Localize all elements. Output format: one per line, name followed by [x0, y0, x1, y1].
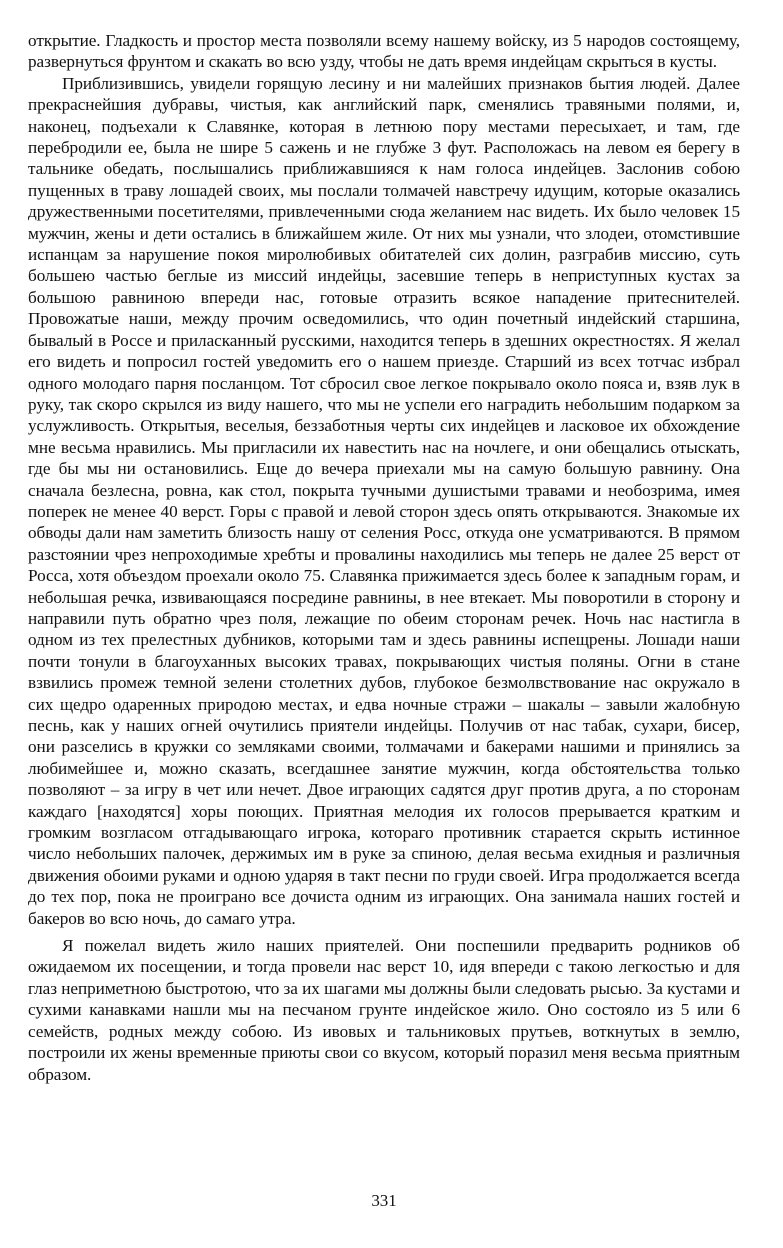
book-page [28, 0, 740, 1248]
page-number: 331 [371, 1191, 397, 1210]
paragraph-main: Приблизившись, увидели горящую лесину и ни малейших признаков бытия людей. Далее прекраснейшия дубравы, чистыя, как английский парк, сменялись травяными полями, и, наконец, подъехали к Славянке, которая в летнюю пору местами пересыхает, и там, где перебродили ее, была не шире 5 сажень и не глубже 3 фут. Расположась на левом ея берегу в тальнике обедать, послышались приближавшияся к нам голоса индейцев. Заслонив собою пущенных в траву лошадей своих, мы послали толмачей навстречу идущим, которые оказались дружественными посетителями, привлеченными сюда желанием нас видеть. Их было человек 15 мужчин, жены и дети остались в ближайшем жиле. От них мы узнали, что злодеи, отомстившие испанцам за нарушение покоя миролюбивых обитателей сих долин, разграбив миссию, суть большею частью беглые из миссий индейцы, засевшие теперь в неприступных кустах за большою равниною впереди нас, готовые отразить всякое нападение притеснителей. Провожатые наши, между прочим осведомились, что один почетный индейский старшина, бывалый в Россе и приласканный русскими, находится теперь в здешних окрестностях. Я желал его видеть и попросил гостей уведомить его о нашем приезде. Старший из всех тотчас избрал одного молодаго парня посланцом. Тот сбросил свое легкое покрывало около пояса и, взяв лук в руку, так скоро скрылся из виду нашего, что мы не успели его наградить небольшим подарком за услужливость. Открытыя, веселыя, беззаботныя черты сих индейцев и ласковое их обхождение мне весьма нравились. Мы пригласили их навестить нас на ночлеге, и они обещались отыскать, где бы мы ни остановились. Еще до вечера приехали мы на самую большую равнину. Она сначала безлесна, ровна, как стол, покрыта тучными душистыми травами и необозрима, имея поперек не менее 40 верст. Горы с правой и левой сторон здесь опять открываются. Знакомые их обводы дали нам заметить близость нашу от селения Росс, откуда оне усматриваются. В прямом разстоянии чрез непроходимые хребты и провалины находились мы теперь не далее 25 верст от Росса, хотя объездом проехали около 75. Славянка прижимается здесь более к западным горам, и небольшая речка, извивающаяся посредине равнины, в нее втекает. Мы поворотили в сторону и направили путь обратно чрез поля, лежащие по обеим сторонам речек. Ночь нас настигла в одном из тех прелестных дубников, которыми там и здесь равнины испещрены. Лошади наши почти тонули в благоуханных высоких травах, покрывающих чистыя поляны. Огни в стане взвились промеж темной зелени столетних дубов, глубокое безмолвствование нас окружало в сих щедро одаренных природою местах, и едва ночные стражи – шакалы – завыли жалобную песнь, как у наших огней очутились приятели индейцы. Получив от нас табак, сухари, бисер, они разселись в кружки со земляками своими, толмачами и бакерами нашими и принялись за любимейшее и, можно сказать, всегдашнее занятие мужчин, когда обстоятельства только позволяют – за игру в чет или нечет. Двое играющих садятся друг против друга, а по сторонам каждаго [находятся] хоры поющих. Приятная мелодия их голосов прерывается кратким и громким возгласом отгадывающаго игрока, котораго противник старается скрыть истинное число небольших палочек, держимых им в руке за спиною, делая весьма ехидныя и различныя движения обоими руками и одною ударяя в такт песни по груди своей. Игра продолжается всегда до тех пор, пока не проиграно все дочиста одним из играющих. Она занимала наших гостей и бакеров во всю ночь, до самаго утра. [28, 73, 740, 928]
paragraph-last: Я пожелал видеть жило наших приятелей. Они поспешили предварить родников об ожидаемом их посещении, и тогда провели нас верст 10, идя впереди с такою легкостью и для глаз неприметною быстротою, что за их шагами мы должны были следовать рысью. За кустами и сухими канавками нашли мы на песчаном грунте индейское жило. Оно состояло из 5 или 6 семейств, родных между собою. Из ивовых и тальниковых прутьев, воткнутых в землю, построили их жены временные приюты свои со вкусом, который поразил меня весьма приятным образом. [28, 936, 740, 1084]
paragraph-continued: открытие. Гладкость и простор места позволяли всему нашему войску, из 5 народов состоящему, развернуться фрунтом и скакать во всю узду, чтобы не дать время индейцам скрыться в кусты. [28, 31, 740, 72]
body-text [28, 30, 740, 1085]
